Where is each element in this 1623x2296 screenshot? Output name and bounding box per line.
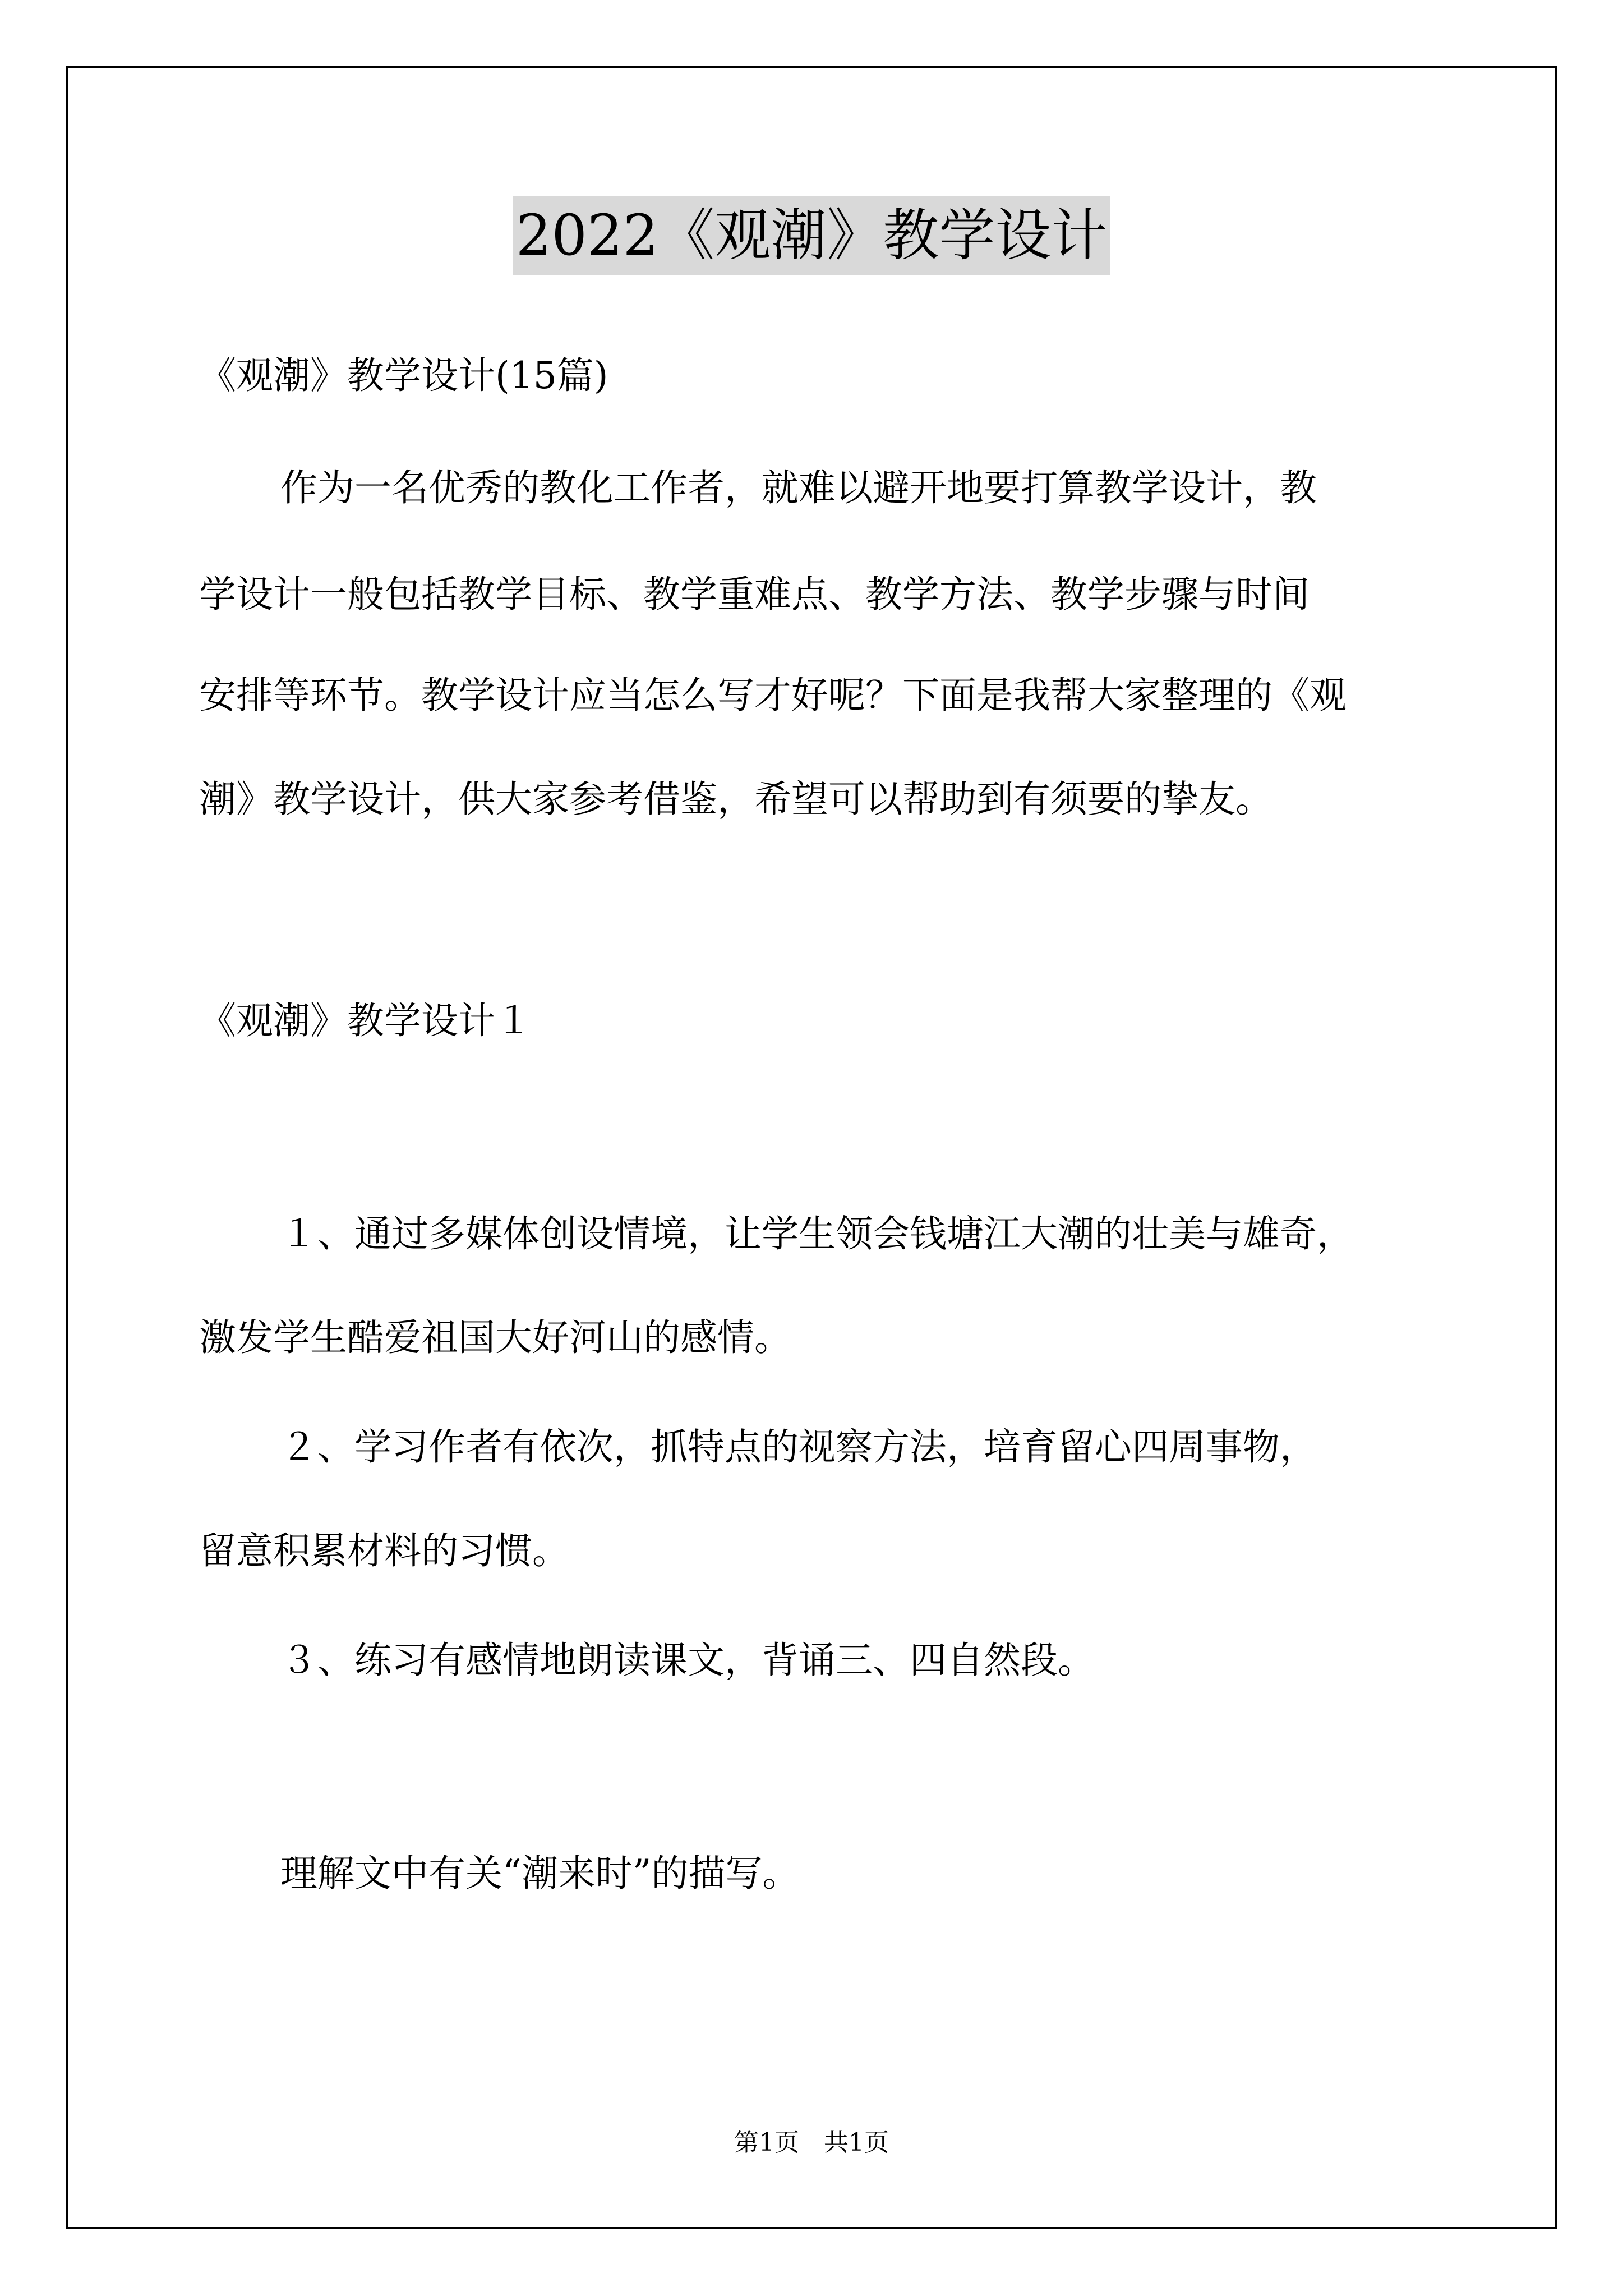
intro-line-1: 作为一名优秀的教化工作者，就难以避开地要打算教学设计，教 bbox=[280, 466, 1317, 509]
intro-line-4: 潮》教学设计，供大家参考借鉴，希望可以帮助到有须要的挚友。 bbox=[199, 777, 1272, 821]
page-footer: 第1页 共1页 bbox=[734, 2128, 889, 2157]
document-title-wrap bbox=[0, 196, 1623, 275]
section-heading: 《观潮》教学设计１ bbox=[199, 999, 532, 1042]
goal-2-line-2: 留意积累材料的习惯。 bbox=[199, 1529, 569, 1572]
document-subtitle: 《观潮》教学设计(15篇) bbox=[199, 354, 608, 397]
goal-3: ３、练习有感情地朗读课文，背诵三、四自然段。 bbox=[280, 1639, 1095, 1682]
goal-1-line-2: 激发学生酷爱祖国大好河山的感情。 bbox=[199, 1316, 791, 1359]
intro-line-3: 安排等环节。教学设计应当怎么写才好呢？下面是我帮大家整理的《观 bbox=[199, 674, 1347, 717]
document-title: 2022《观潮》教学设计 bbox=[513, 196, 1111, 275]
goal-1-line-1: １、通过多媒体创设情境，让学生领会钱塘江大潮的壮美与雄奇， bbox=[280, 1212, 1354, 1255]
focus-text: 理解文中有关“潮来时”的描写。 bbox=[280, 1852, 800, 1895]
goal-2-line-1: ２、学习作者有依次，抓特点的视察方法，培育留心四周事物， bbox=[280, 1425, 1317, 1469]
intro-line-2: 学设计一般包括教学目标、教学重难点、教学方法、教学步骤与时间 bbox=[199, 573, 1310, 616]
